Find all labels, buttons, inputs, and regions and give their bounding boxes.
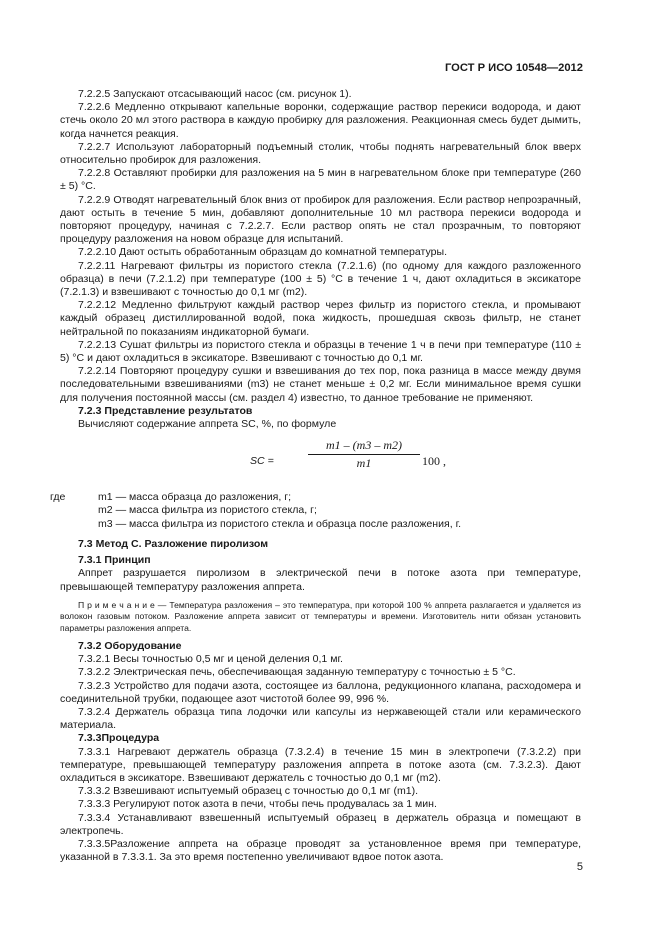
paragraph-7-2-2-11: 7.2.2.11 Нагревают фильтры из пористого стекла (7.2.1.6) (по одному для каждого разложенного образца) в печи (7.2.1.2) при температуре (100 ± 5) °С в течение 1 ч, дают охладиться в эксикаторе (7.2.1.3) и взвешивают с точностью до 0,1 мг (m2). <box>60 259 581 299</box>
section-heading-7-3-2: 7.3.2 Оборудование <box>78 639 182 652</box>
formula-denominator: m1 <box>356 456 372 471</box>
formula-legend <box>50 491 581 531</box>
paragraph-7-3-3-5: 7.3.3.5Разложение аппрета на образце проводят за установленное время при температуре, указанной в 7.3.3.1. За это время постепенно увеличивают вдвое поток азота. <box>60 837 581 864</box>
paragraph-7-2-2-6: 7.2.2.6 Медленно открывают капельные воронки, содержащие раствор перекиси водорода, и дают стечь около 20 мл этого раствора в каждую пробирку для разложения. Реакционная смесь будет дымить, когда начнется реакция. <box>60 101 581 140</box>
paragraph-7-2-2-13: 7.2.2.13 Сушат фильтры из пористого стекла и образцы в течение 1 ч в печи при температуре (110 ± 5) °С и дают охладиться в эксикаторе. Взвешивают с точностью до 0,1 мг. <box>60 338 581 365</box>
note-text: — Температура разложения – это температура, при которой 100 % аппрета разлагается и удаляется из волокон газовым потоком. Разложение аппрета зависит от температуры и времени. Изготовитель нити обязан установить параметры разложения аппрета. <box>60 599 581 633</box>
section-heading-7-3-3: 7.3.3Процедура <box>78 732 160 745</box>
paragraph-7-3-1: Аппрет разрушается пиролизом в электрической печи в потоке азота при температуре, превышающей температуру разложения аппрета. <box>60 567 581 593</box>
paragraph-7-2-2-9: 7.2.2.9 Отводят нагревательный блок вниз от пробирок для разложения. Если раствор непрозрачный, дают остыть в течение 5 мин, добавляют дополнительные 10 мл раствора перекиси водорода и повторяют процедуру, начиная с 7.2.2.7. Если раствор опять не стал прозрачным, то повторяют процедуру разложения на новом образце для испытаний. <box>60 193 581 246</box>
paragraph-7-3-3-2: 7.3.3.2 Взвешивают испытуемый образец с точностью до 0,1 мг (m1). <box>78 785 419 798</box>
note <box>60 600 581 634</box>
paragraph-7-3-2-3: 7.3.2.3 Устройство для подачи азота, состоящее из баллона, редукционного клапана, расходомера и соединительной трубки, подающее азот чистотой более 99, 996 %. <box>60 679 581 705</box>
legend-item-m2: m2 — масса фильтра из пористого стекла, г; <box>98 504 317 517</box>
paragraph-7-3-2-1: 7.3.2.1 Весы точностью 0,5 мг и ценой деления 0,1 мг. <box>78 653 343 666</box>
paragraph-7-3-3-1: 7.3.3.1 Нагревают держатель образца (7.3.2.4) в течение 15 мин в электропечи (7.3.2.2) при температуре, превышающей температуру разложения аппрета в потоке азота (см. 7.3.2.3). Дают охладиться в эксикаторе. Взвешивают держатель с точностью до 0,1 мг (m2). <box>60 745 581 784</box>
section-heading-7-3: 7.3 Метод С. Разложение пиролизом <box>78 537 268 550</box>
paragraph-7-3-3-4: 7.3.3.4 Устанавливают взвешенный испытуемый образец в держатель образца и помещают в электропечь. <box>60 811 581 837</box>
paragraph-7-2-2-10: 7.2.2.10 Дают остыть обработанным образцам до комнатной температуры. <box>78 246 448 259</box>
document-body <box>50 88 581 864</box>
legend-item-m3: m3 — масса фильтра из пористого стекла и образца после разложения, г. <box>98 517 462 530</box>
paragraph-7-2-2-7: 7.2.2.7 Используют лабораторный подъемный столик, чтобы поднять нагревательный блок вверх относительно пробирок для разложения. <box>60 140 581 167</box>
paragraph-7-3-3-3: 7.3.3.3 Регулируют поток азота в печи, чтобы печь продувалась за 1 мин. <box>78 798 437 811</box>
page-number: 5 <box>576 861 583 873</box>
paragraph-7-3-2-4: 7.3.2.4 Держатель образца типа лодочки или капсулы из нержавеющей стали или керамического материала. <box>60 705 581 732</box>
formula-fraction <box>308 439 420 470</box>
paragraph-7-2-2-12: 7.2.2.12 Медленно фильтруют каждый раствор через фильтр из пористого стекла, и промывают каждый образец дистиллированной водой, пока жидкость, прошедшая сквозь фильтр, не станет нейтральной по показаниям индикаторной бумаги. <box>60 299 581 338</box>
paragraph-7-2-3: Вычисляют содержание аппрета SC, %, по формуле <box>78 418 337 431</box>
formula-multiplier: 100 , <box>422 454 446 469</box>
section-heading-7-2-3: 7.2.3 Представление результатов <box>78 404 253 417</box>
legend-item-m1: m1 — масса образца до разложения, г; <box>98 491 291 504</box>
legend-label: где <box>50 491 66 504</box>
paragraph-7-2-2-5: 7.2.2.5 Запускают отсасывающий насос (см. рисунок 1). <box>78 88 352 100</box>
formula-lhs: SC = <box>250 455 274 468</box>
formula-sc <box>60 435 581 487</box>
paragraph-7-2-2-14: 7.2.2.14 Повторяют процедуру сушки и взвешивания до тех пор, пока разница в массе между двумя последовательными взвешиваниями (m3) не станет меньше ± 0,2 мг. Если минимальное время сушки для получения постоянной массы (см. раздел 4) известно, то данное требование не применяют. <box>60 365 581 404</box>
paragraph-7-3-2-2: 7.3.2.2 Электрическая печь, обеспечивающая заданную температуру с точностью ± 5 °С. <box>78 666 516 679</box>
section-heading-7-3-1: 7.3.1 Принцип <box>78 554 151 567</box>
note-label: П р и м е ч а н и е <box>78 599 155 610</box>
document-header: ГОСТ Р ИСО 10548—2012 <box>444 62 583 74</box>
formula-numerator: m1 – (m3 – m2) <box>326 438 402 453</box>
fraction-bar <box>308 454 420 455</box>
paragraph-7-2-2-8: 7.2.2.8 Оставляют пробирки для разложения на 5 мин в нагревательном блоке при температуре (260 ± 5) °С. <box>60 167 581 193</box>
